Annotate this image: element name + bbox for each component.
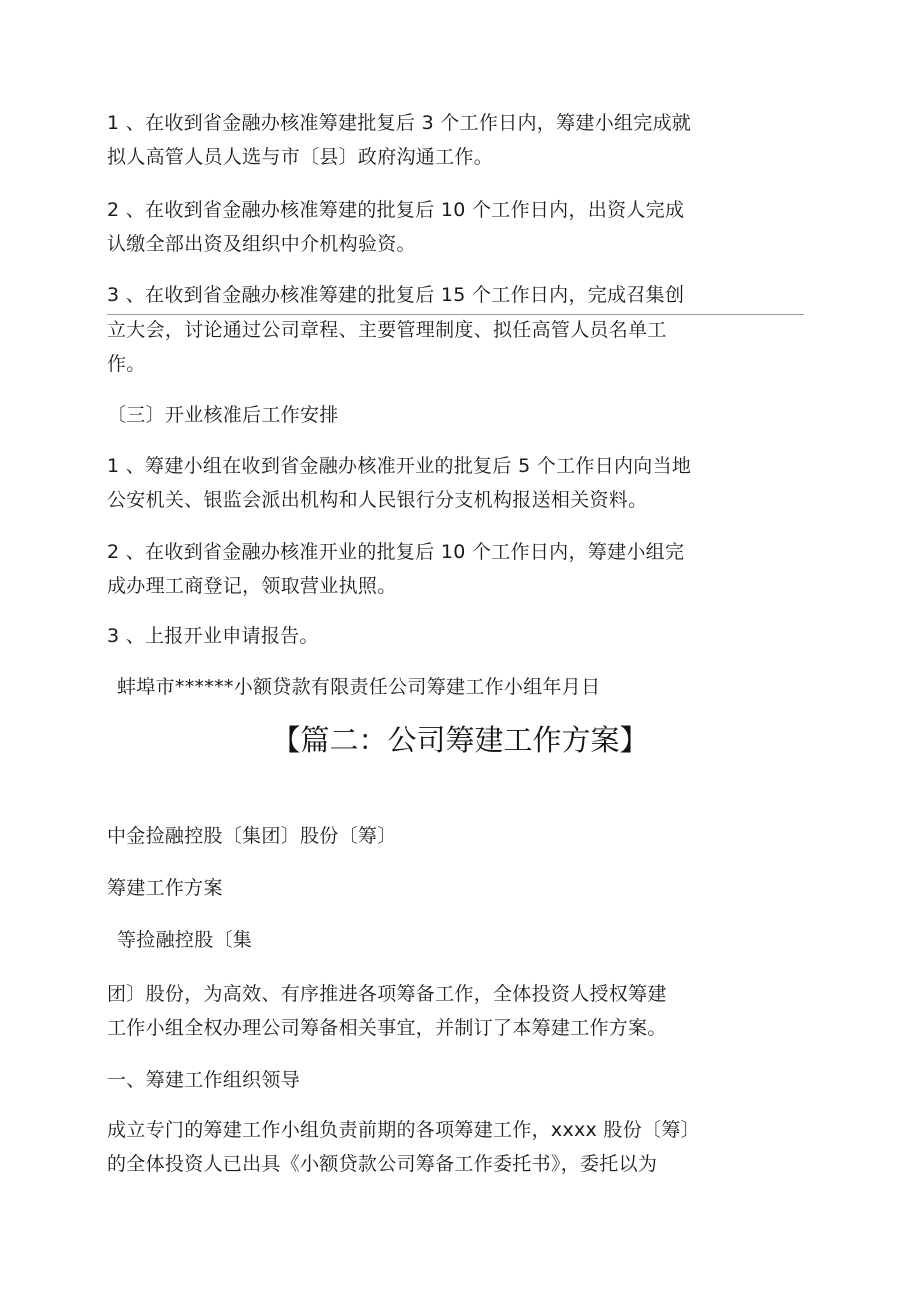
paragraph-line: 成立专门的筹建工作小组负责前期的各项筹建工作，xxxx 股份〔筹〕 bbox=[107, 1119, 700, 1141]
paragraph-line: 团〕股份，为高效、有序推进各项筹备工作，全体投资人授权筹建 bbox=[107, 983, 667, 1005]
company-name: 中金捡融控股〔集团〕股份〔筹〕 bbox=[107, 825, 397, 847]
signature-line: 蚌埠市******小额贷款有限责任公司筹建工作小组年月日 bbox=[117, 676, 601, 698]
paragraph-line: 成办理工商登记，领取营业执照。 bbox=[107, 575, 397, 597]
paragraph-line: 拟人高管人员人选与市〔县〕政府沟通工作。 bbox=[107, 146, 494, 168]
paragraph-line: 作。 bbox=[107, 353, 146, 375]
paragraph-line: 的全体投资人已出具《小额贷款公司筹备工作委托书》，委托以为 bbox=[107, 1153, 658, 1175]
section-heading: 〔三〕开业核准后工作安排 bbox=[107, 404, 339, 426]
horizontal-rule bbox=[107, 314, 804, 315]
paragraph-line: 等捡融控股〔集 bbox=[117, 929, 253, 951]
paragraph-line: 公安机关、银监会派出机构和人民银行分支机构报送相关资料。 bbox=[107, 489, 648, 511]
paragraph-line: 1 、筹建小组在收到省金融办核准开业的批复后 5 个工作日内向当地 bbox=[107, 455, 692, 477]
section-heading: 一、筹建工作组织领导 bbox=[107, 1069, 301, 1091]
paragraph-line: 认缴全部出资及组织中介机构验资。 bbox=[107, 233, 416, 255]
paragraph-line: 3 、上报开业申请报告。 bbox=[107, 625, 319, 647]
part-title: 【篇二：公司筹建工作方案】 bbox=[271, 723, 649, 757]
paragraph-line: 3 、在收到省金融办核准筹建的批复后 15 个工作日内，完成召集创 bbox=[107, 284, 685, 306]
paragraph-line: 2 、在收到省金融办核准开业的批复后 10 个工作日内，筹建小组完 bbox=[107, 541, 685, 563]
document-title: 筹建工作方案 bbox=[107, 877, 223, 899]
paragraph-line: 2 、在收到省金融办核准筹建的批复后 10 个工作日内，出资人完成 bbox=[107, 199, 685, 221]
paragraph-line: 工作小组全权办理公司筹备相关事宜，并制订了本筹建工作方案。 bbox=[107, 1017, 667, 1039]
paragraph-line: 立大会，讨论通过公司章程、主要管理制度、拟任高管人员名单工 bbox=[107, 319, 667, 341]
paragraph-line: 1 、在收到省金融办核准筹建批复后 3 个工作日内，筹建小组完成就 bbox=[107, 112, 692, 134]
